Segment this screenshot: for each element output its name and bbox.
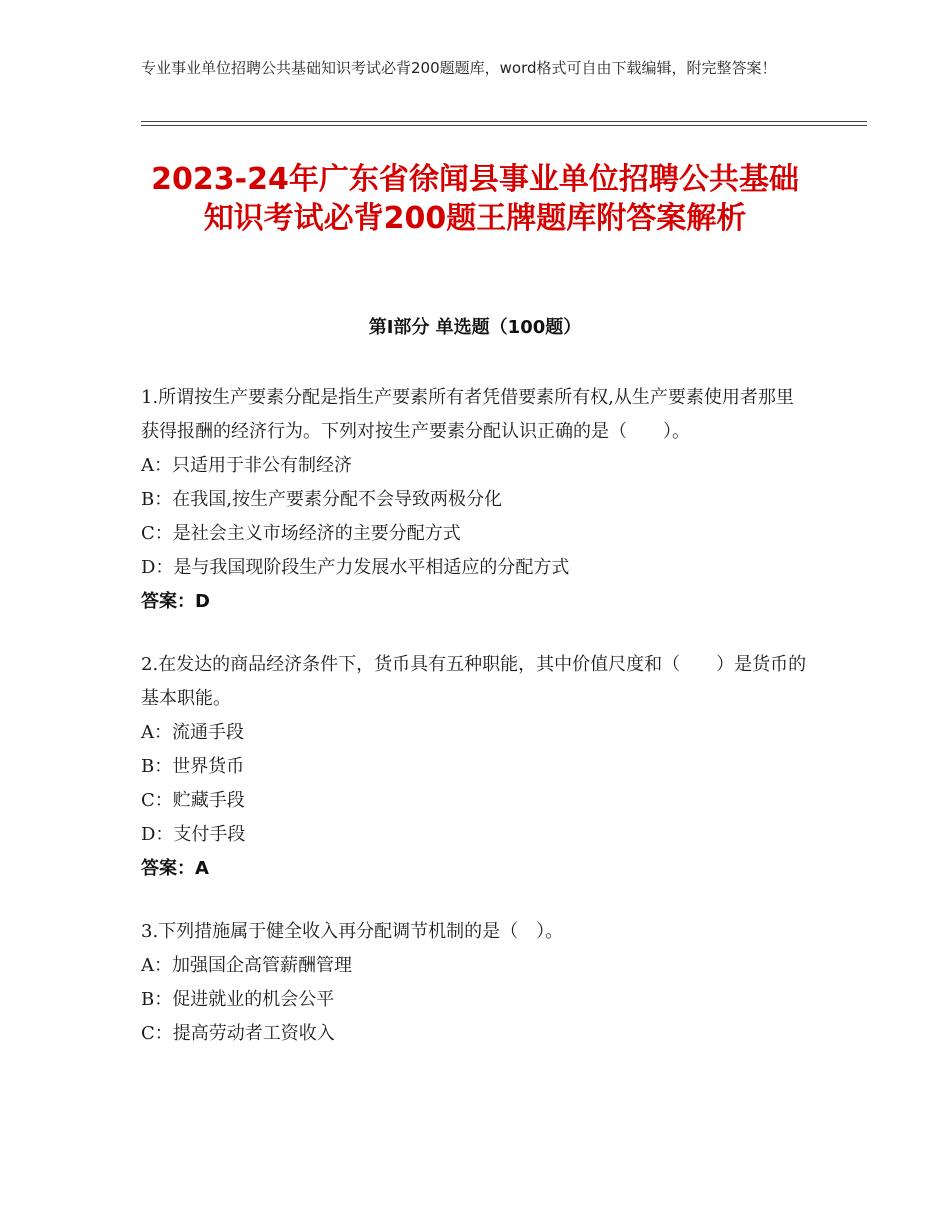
option-c: C：是社会主义市场经济的主要分配方式 (141, 523, 461, 544)
header-divider-bottom (141, 125, 867, 126)
option-d: D：是与我国现阶段生产力发展水平相适应的分配方式 (141, 557, 570, 578)
question-stem: 3.下列措施属于健全收入再分配调节机制的是（ ）。 (141, 921, 564, 942)
section-heading: 第Ⅰ部分 单选题（100题） (368, 317, 582, 338)
question-3 (141, 915, 811, 1051)
option-c: C：提高劳动者工资收入 (141, 1023, 335, 1044)
header-note: 专业事业单位招聘公共基础知识考试必背200题题库，word格式可自由下载编辑，附完整答案！ (141, 59, 777, 77)
option-d: D：支付手段 (141, 824, 246, 845)
option-b: B：在我国,按生产要素分配不会导致两极分化 (141, 489, 502, 510)
option-c: C：贮藏手段 (141, 790, 245, 811)
option-a: A：加强国企高管薪酬管理 (141, 955, 352, 976)
question-list (141, 381, 811, 1080)
option-a: A：流通手段 (141, 722, 244, 743)
header-divider-top (141, 121, 867, 122)
question-2 (141, 648, 811, 886)
option-a: A：只适用于非公有制经济 (141, 455, 352, 476)
question-stem: 2.在发达的商品经济条件下，货币具有五种职能，其中价值尺度和（ ）是货币的基本职能。 (141, 654, 807, 709)
answer: 答案：D (141, 591, 210, 612)
question-stem: 1.所谓按生产要素分配是指生产要素所有者凭借要素所有权,从生产要素使用者那里获得报酬的经济行为。下列对按生产要素分配认识正确的是（ ）。 (141, 387, 794, 442)
option-b: B：世界货币 (141, 756, 245, 777)
answer: 答案：A (141, 858, 209, 879)
option-b: B：促进就业的机会公平 (141, 989, 335, 1010)
question-1 (141, 381, 811, 619)
document-title: 2023-24年广东省徐闻县事业单位招聘公共基础知识考试必背200题王牌题库附答案解析 (151, 162, 799, 236)
